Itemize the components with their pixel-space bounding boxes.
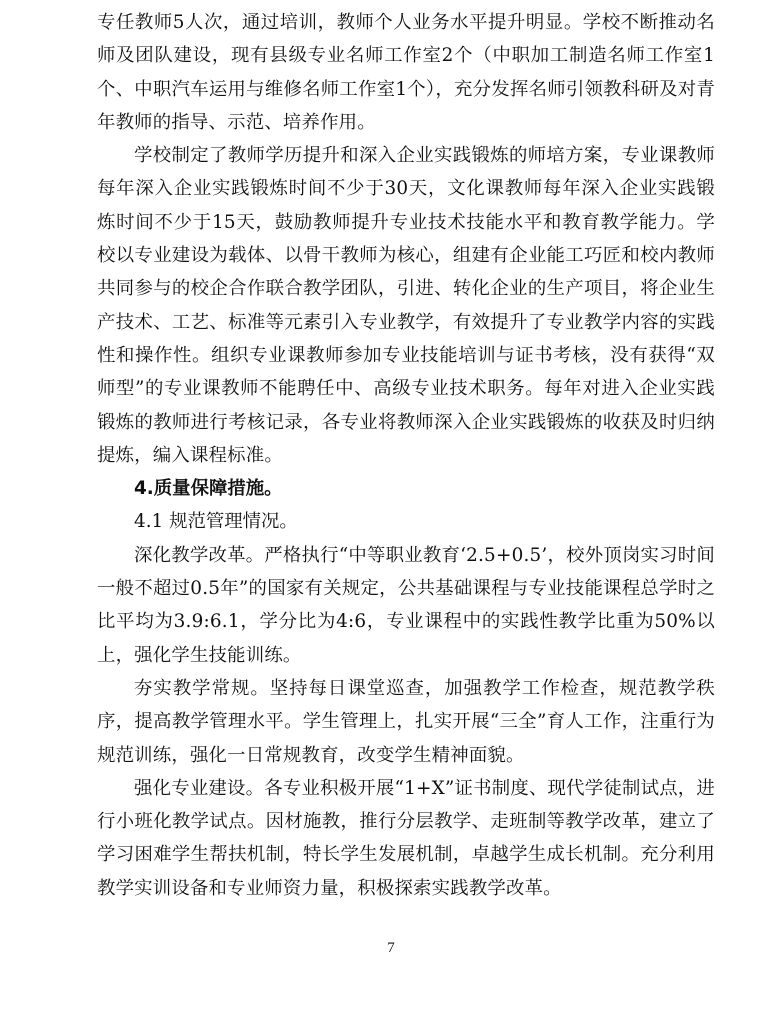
paragraph-teaching-reform: 深化教学改革。严格执行“中等职业教育‘2.5+0.5’，校外顶岗实习时间一般不超过0.5年”的国家有关规定，公共基础课程与专业技能课程总学时之比平均为3.9:6.1，学分比为4:6，专业课程中的实践性教学比重为50%以上，强化学生技能训练。 (97, 544, 715, 666)
page-number: 7 (387, 940, 395, 956)
paragraph-teacher-training: 专任教师5人次，通过培训，教师个人业务水平提升明显。学校不断推动名师及团队建设，现有县级专业名师工作室2个（中职加工制造名师工作室1个、中职汽车运用与维修名师工作室1个），充分发挥名师引领教科研及对青年教师的指导、示范、培养作用。 (97, 12, 715, 133)
paragraph-teaching-routine: 夯实教学常规。坚持每日课堂巡查，加强教学工作检查，规范教学秩序，提高教学管理水平。学生管理上，扎实开展“三全”育人工作，注重行为规范训练，强化一日常规教育，改变学生精神面貌。 (97, 677, 715, 766)
paragraph-practice-plan: 学校制定了教师学历提升和深入企业实践锻炼的师培方案，专业课教师每年深入企业实践锻炼时间不少于30天，文化课教师每年深入企业实践锻炼时间不少于15天，鼓励教师提升专业技术技能水平和教育教学能力。学校以专业建设为载体、以骨干教师为核心，组建有企业能工巧匠和校内教师共同参与的校企合作联合教学团队，引进、转化企业的生产项目，将企业生产技术、工艺、标准等元素引入专业教学，有效提升了专业教学内容的实践性和操作性。组织专业课教师参加专业技能培训与证书考核，没有获得“双师型”的专业课教师不能聘任中、高级专业技术职务。每年对进入企业实践锻炼的教师进行考核记录，各专业将教师深入企业实践锻炼的收获及时归纳提炼，编入课程标准。 (97, 145, 715, 466)
subsection-heading-management: 4.1 规范管理情况。 (134, 511, 298, 533)
section-heading-quality-assurance: 4.质量保障措施。 (134, 478, 283, 500)
document-body (97, 6, 715, 905)
paragraph-specialty-building: 强化专业建设。各专业积极开展“1+X”证书制度、现代学徒制试点，进行小班化教学试点。因材施教，推行分层教学、走班制等教学改革，建立了学习困难学生帮扶机制，特长学生发展机制，卓越学生成长机制。充分利用教学实训设备和专业师资力量，积极探索实践教学改革。 (97, 777, 715, 899)
